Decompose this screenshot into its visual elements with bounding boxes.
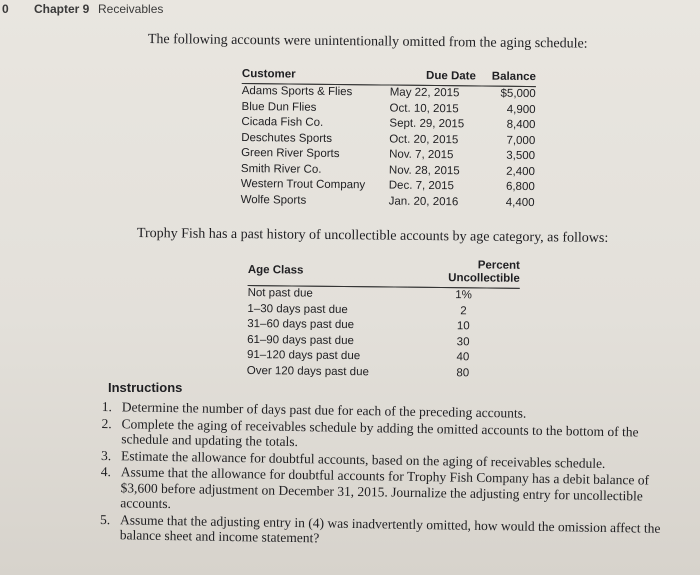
table-row bbox=[247, 363, 519, 381]
age-class-cell: 31–60 days past due bbox=[247, 317, 355, 332]
instructions-heading: Instructions bbox=[108, 380, 183, 395]
instruction-number: 2. bbox=[101, 415, 112, 431]
instruction-number: 3. bbox=[101, 447, 112, 463]
balance-cell: 3,500 bbox=[506, 149, 536, 163]
customer-cell: Western Trout Company bbox=[240, 177, 366, 192]
customer-cell: Adams Sports & Flies bbox=[241, 84, 353, 99]
balance-cell: 4,400 bbox=[505, 196, 535, 209]
percent-cell: 1% bbox=[455, 289, 472, 302]
percent-cell: 40 bbox=[456, 351, 470, 364]
due-date-cell: Jan. 20, 2016 bbox=[388, 195, 459, 208]
due-date-cell: Nov. 7, 2015 bbox=[389, 148, 454, 162]
chapter-title: Receivables bbox=[98, 2, 164, 16]
column-header-percent-uncollectible: Percent Uncollectible bbox=[408, 259, 520, 289]
customer-cell: Cicada Fish Co. bbox=[241, 115, 324, 129]
instruction-number: 4. bbox=[100, 463, 112, 480]
omitted-accounts-table bbox=[241, 68, 536, 211]
due-date-cell: Sept. 29, 2015 bbox=[389, 117, 465, 131]
column-header-customer: Customer bbox=[242, 68, 390, 85]
age-class-cell: Over 120 days past due bbox=[246, 364, 369, 378]
column-header-balance: Balance bbox=[482, 71, 536, 87]
due-date-cell: Oct. 20, 2015 bbox=[389, 133, 459, 146]
due-date-cell: Oct. 10, 2015 bbox=[389, 102, 459, 115]
due-date-cell: Dec. 7, 2015 bbox=[388, 179, 455, 193]
percent-cell: 2 bbox=[460, 304, 467, 317]
instruction-item bbox=[100, 464, 671, 519]
table-row bbox=[241, 192, 535, 211]
percent-cell: 10 bbox=[456, 320, 470, 333]
age-class-table bbox=[247, 257, 520, 382]
instruction-text: Estimate the allowance for doubtful accounts, based on the aging of receivables schedule. bbox=[121, 447, 606, 471]
chapter-label: Chapter 9 bbox=[34, 2, 90, 16]
instruction-number: 5. bbox=[99, 511, 111, 527]
customer-cell: Deschutes Sports bbox=[241, 131, 333, 145]
balance-cell: 2,400 bbox=[506, 165, 535, 178]
percent-cell: 30 bbox=[456, 335, 470, 348]
age-class-cell: 61–90 days past due bbox=[247, 333, 354, 347]
instruction-number: 1. bbox=[101, 399, 113, 415]
instruction-text: Determine the number of days past due for each of the preceding accounts. bbox=[121, 399, 527, 421]
balance-cell: 4,900 bbox=[506, 103, 536, 116]
history-text: Trophy Fish has a past history of uncollectible accounts by age category, as follows: bbox=[136, 226, 609, 246]
age-class-cell: 91–120 days past due bbox=[246, 348, 361, 363]
customer-cell: Wolfe Sports bbox=[240, 193, 307, 207]
age-class-cell: 1–30 days past due bbox=[247, 302, 348, 316]
intro-text: The following accounts were unintentionally omitted from the aging schedule: bbox=[147, 32, 588, 52]
column-header-age-class: Age Class bbox=[248, 257, 408, 287]
balance-cell: 8,400 bbox=[506, 118, 536, 132]
customer-cell: Smith River Co. bbox=[240, 162, 322, 176]
due-date-cell: May 22, 2015 bbox=[389, 86, 460, 100]
customer-cell: Blue Dun Flies bbox=[241, 100, 317, 114]
due-date-cell: Nov. 28, 2015 bbox=[388, 164, 460, 177]
balance-cell: 7,000 bbox=[506, 134, 536, 147]
instruction-text: Assume that the allowance for doubtful accounts for Trophy Fish Company has a debit balance of $3,600 before adjustment on December 31, 2015. Journalize the adjusting entry for uncollectible accounts. bbox=[120, 464, 650, 512]
customer-cell: Green River Sports bbox=[241, 146, 340, 161]
balance-cell: 6,800 bbox=[505, 180, 535, 194]
table-header-row bbox=[248, 257, 520, 288]
percent-cell: 80 bbox=[456, 366, 470, 379]
instructions-list bbox=[100, 399, 672, 552]
age-class-cell: Not past due bbox=[247, 286, 313, 300]
column-header-due-date: Due Date bbox=[390, 70, 482, 86]
instruction-text: Assume that the adjusting entry in (4) was inadvertently omitted, how would the omission affect the balance sheet and income statement? bbox=[119, 511, 661, 546]
instruction-text: Complete the aging of receivables schedule by adding the omitted accounts to the bottom of the schedule and updating the totals. bbox=[121, 415, 639, 450]
page-number: 0 bbox=[2, 2, 9, 16]
balance-cell: $5,000 bbox=[500, 87, 536, 101]
